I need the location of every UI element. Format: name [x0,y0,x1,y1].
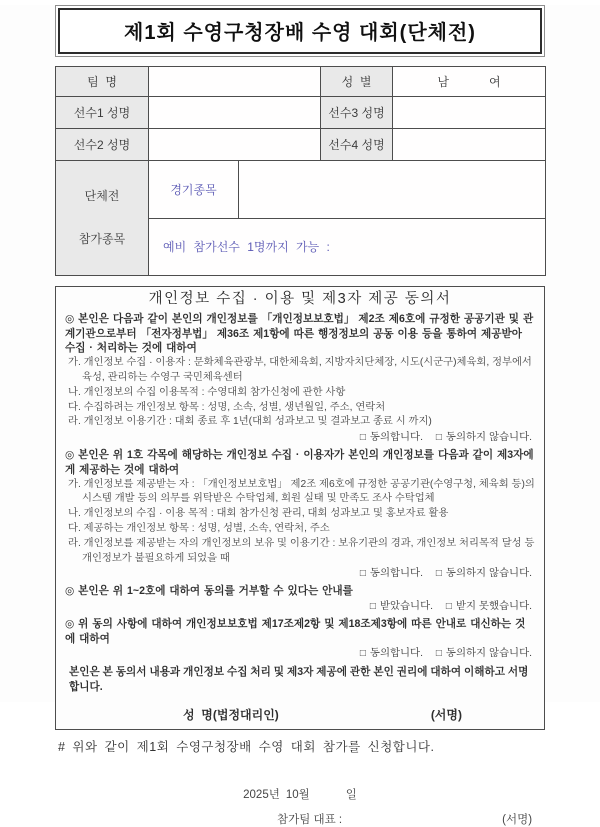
competition-title: 제1회 수영구청장배 수영 대회(단체전) [58,8,542,54]
table-row [56,161,546,219]
checkbox-icon[interactable]: □ [445,600,452,612]
consent-signature-slot[interactable]: (서명) [430,707,462,722]
player2-name-field[interactable] [149,129,321,161]
checkbox-icon[interactable]: □ [435,432,442,444]
team-name-field[interactable] [149,67,321,97]
choice-label: 동의하지 않습니다. [445,432,532,444]
table-row [56,97,546,129]
player3-name-label: 선수3 성명 [321,97,393,129]
player2-name-label: 선수2 성명 [56,129,149,161]
checkbox-icon[interactable]: □ [359,568,366,580]
consent-closing-statement: 본인은 본 동의서 내용과 개인정보 수집 처리 및 제3자 제공에 관한 본인 권리에 대하여 이해하고 서명합니다. [69,666,529,693]
consent-section1-item: 나. 개인정보의 수집 이용목적 : 수영대회 참가신청에 관한 사항 [68,386,346,398]
checkbox-icon[interactable]: □ [359,432,366,444]
reserve-player-label: 예비 참가선수 1명까지 가능 : [163,240,330,255]
reserve-player-field[interactable] [149,218,546,276]
application-form-page [0,5,600,826]
consent-section2-heading: ◎ 본인은 위 1호 각목에 해당하는 개인정보 수집 · 이용자가 본인의 개인정보를 다음과 같이 제3자에게 제공하는 것에 대하여 [65,448,534,476]
table-row [56,129,546,161]
section3-received-checkbox[interactable] [370,601,433,612]
player4-name-field[interactable] [393,129,546,161]
checkbox-icon[interactable]: □ [369,600,376,612]
representative-name-field[interactable] [342,811,502,827]
consent-section2-choices [65,567,535,582]
representative-line [0,811,600,827]
checkbox-icon[interactable]: □ [359,648,366,660]
application-note: # 위와 같이 제1회 수영구청장배 수영 대회 참가를 신청합니다. [58,739,435,754]
team-name-label: 팀 명 [56,67,149,97]
section1-disagree-checkbox[interactable] [436,432,532,443]
date-line [0,786,600,802]
consent-section4-choices [65,647,535,662]
section2-agree-checkbox[interactable] [360,568,423,579]
signer-name-label: 성 명(법정대리인) [183,707,279,722]
gender-field [393,67,546,97]
consent-form [55,286,545,730]
player4-name-label: 선수4 성명 [321,129,393,161]
choice-label: 동의하지 않습니다. [445,568,532,580]
section3-not-received-checkbox[interactable] [446,601,532,612]
consent-section1-item: 가. 개인정보 수집 · 이용자 : 문화체육관광부, 대한체육회, 지방자치단체장, 시도(시군구)체육회, 정부에서 육성, 관리하는 수영구 국민체육센터 [68,357,532,383]
player3-name-field[interactable] [393,97,546,129]
consent-section1-item: 다. 수집하려는 개인정보 항목 : 성명, 소속, 성별, 생년월일, 주소, 연락처 [68,401,386,413]
section1-agree-checkbox[interactable] [360,432,423,443]
consent-section2-item: 나. 개인정보의 수집 · 이용 목적 : 대회 참가신청 관리, 대회 성과보고 및 홍보자료 활용 [68,508,449,520]
choice-label: 동의합니다. [369,432,423,444]
choice-label: 동의하지 않습니다. [445,648,532,660]
choice-label: 동의합니다. [369,648,423,660]
checkbox-icon[interactable]: □ [435,648,442,660]
consent-section2-item: 다. 제공하는 개인정보 항목 : 성명, 성별, 소속, 연락처, 주소 [68,522,330,534]
consent-section1-heading: ◎ 본인은 다음과 같이 본인의 개인정보를 「개인정보보호법」 제2조 제6호에 규정한 공공기관 및 관계기관으로부터 「전자정부법」 제36조 제1항에 따른 행정정보의 공동 이용 등을 통하여 제공받아 수집 · 처리하는 것에 대하여 [65,312,534,355]
date-day-label: 일 [345,788,357,801]
competition-title-box [55,5,545,57]
section4-agree-checkbox[interactable] [360,648,423,659]
representative-signature-slot[interactable]: (서명) [502,813,533,826]
team-event-section-label: 단체전 참가종목 [56,161,149,276]
consent-section1-choices [65,431,535,446]
section2-disagree-checkbox[interactable] [436,568,532,579]
date-month: 10월 [285,788,310,801]
consent-section2-item: 가. 개인정보를 제공받는 자 : 「개인정보보호법」 제2조 제6호에 규정한 공공기관(수영구청, 체육회 등)의 시스템 개발 등의 의무를 위탁받은 수탁업체, 회원 실태 및 만족도 조사 수탁업체 [68,478,535,505]
gender-option-male[interactable]: 남 [437,75,449,89]
choice-label: 동의합니다. [369,568,423,580]
gender-option-female[interactable]: 여 [489,75,501,89]
date-year: 2025년 [243,788,280,801]
gender-label: 성 별 [321,67,393,97]
consent-section1-item: 라. 개인정보 이용기간 : 대회 종료 후 1년(대회 성과보고 및 결과보고 종료 시 까지) [68,416,432,428]
choice-label: 받지 못했습니다. [455,600,532,612]
table-row [56,67,546,97]
consent-section4-heading: ◎ 위 동의 사항에 대하여 개인정보보호법 제17조제2항 및 제18조제3항에 따른 안내로 대신하는 것에 대하여 [65,617,526,645]
event-category-field[interactable] [239,161,546,219]
consent-section3-choices [65,600,535,615]
section4-disagree-checkbox[interactable] [436,648,532,659]
consent-section2-item: 라. 개인정보를 제공받는 자의 개인정보의 보유 및 이용기간 : 보유기관의 경과, 개인정보 처리목적 달성 등 개인정보가 불필요하게 되었을 때 [68,537,535,564]
consent-signature-row [65,708,535,725]
player1-name-label: 선수1 성명 [56,97,149,129]
event-category-label: 경기종목 [149,161,239,219]
entry-table [55,66,546,276]
consent-section3-heading: ◎ 본인은 위 1~2호에 대하여 동의를 거부할 수 있다는 안내를 [65,585,353,598]
consent-title: 개인정보 수집 · 이용 및 제3자 제공 동의서 [148,291,452,307]
player1-name-field[interactable] [149,97,321,129]
representative-label: 참가팀 대표 : [277,813,343,826]
choice-label: 받았습니다. [379,600,434,612]
checkbox-icon[interactable]: □ [435,568,442,580]
